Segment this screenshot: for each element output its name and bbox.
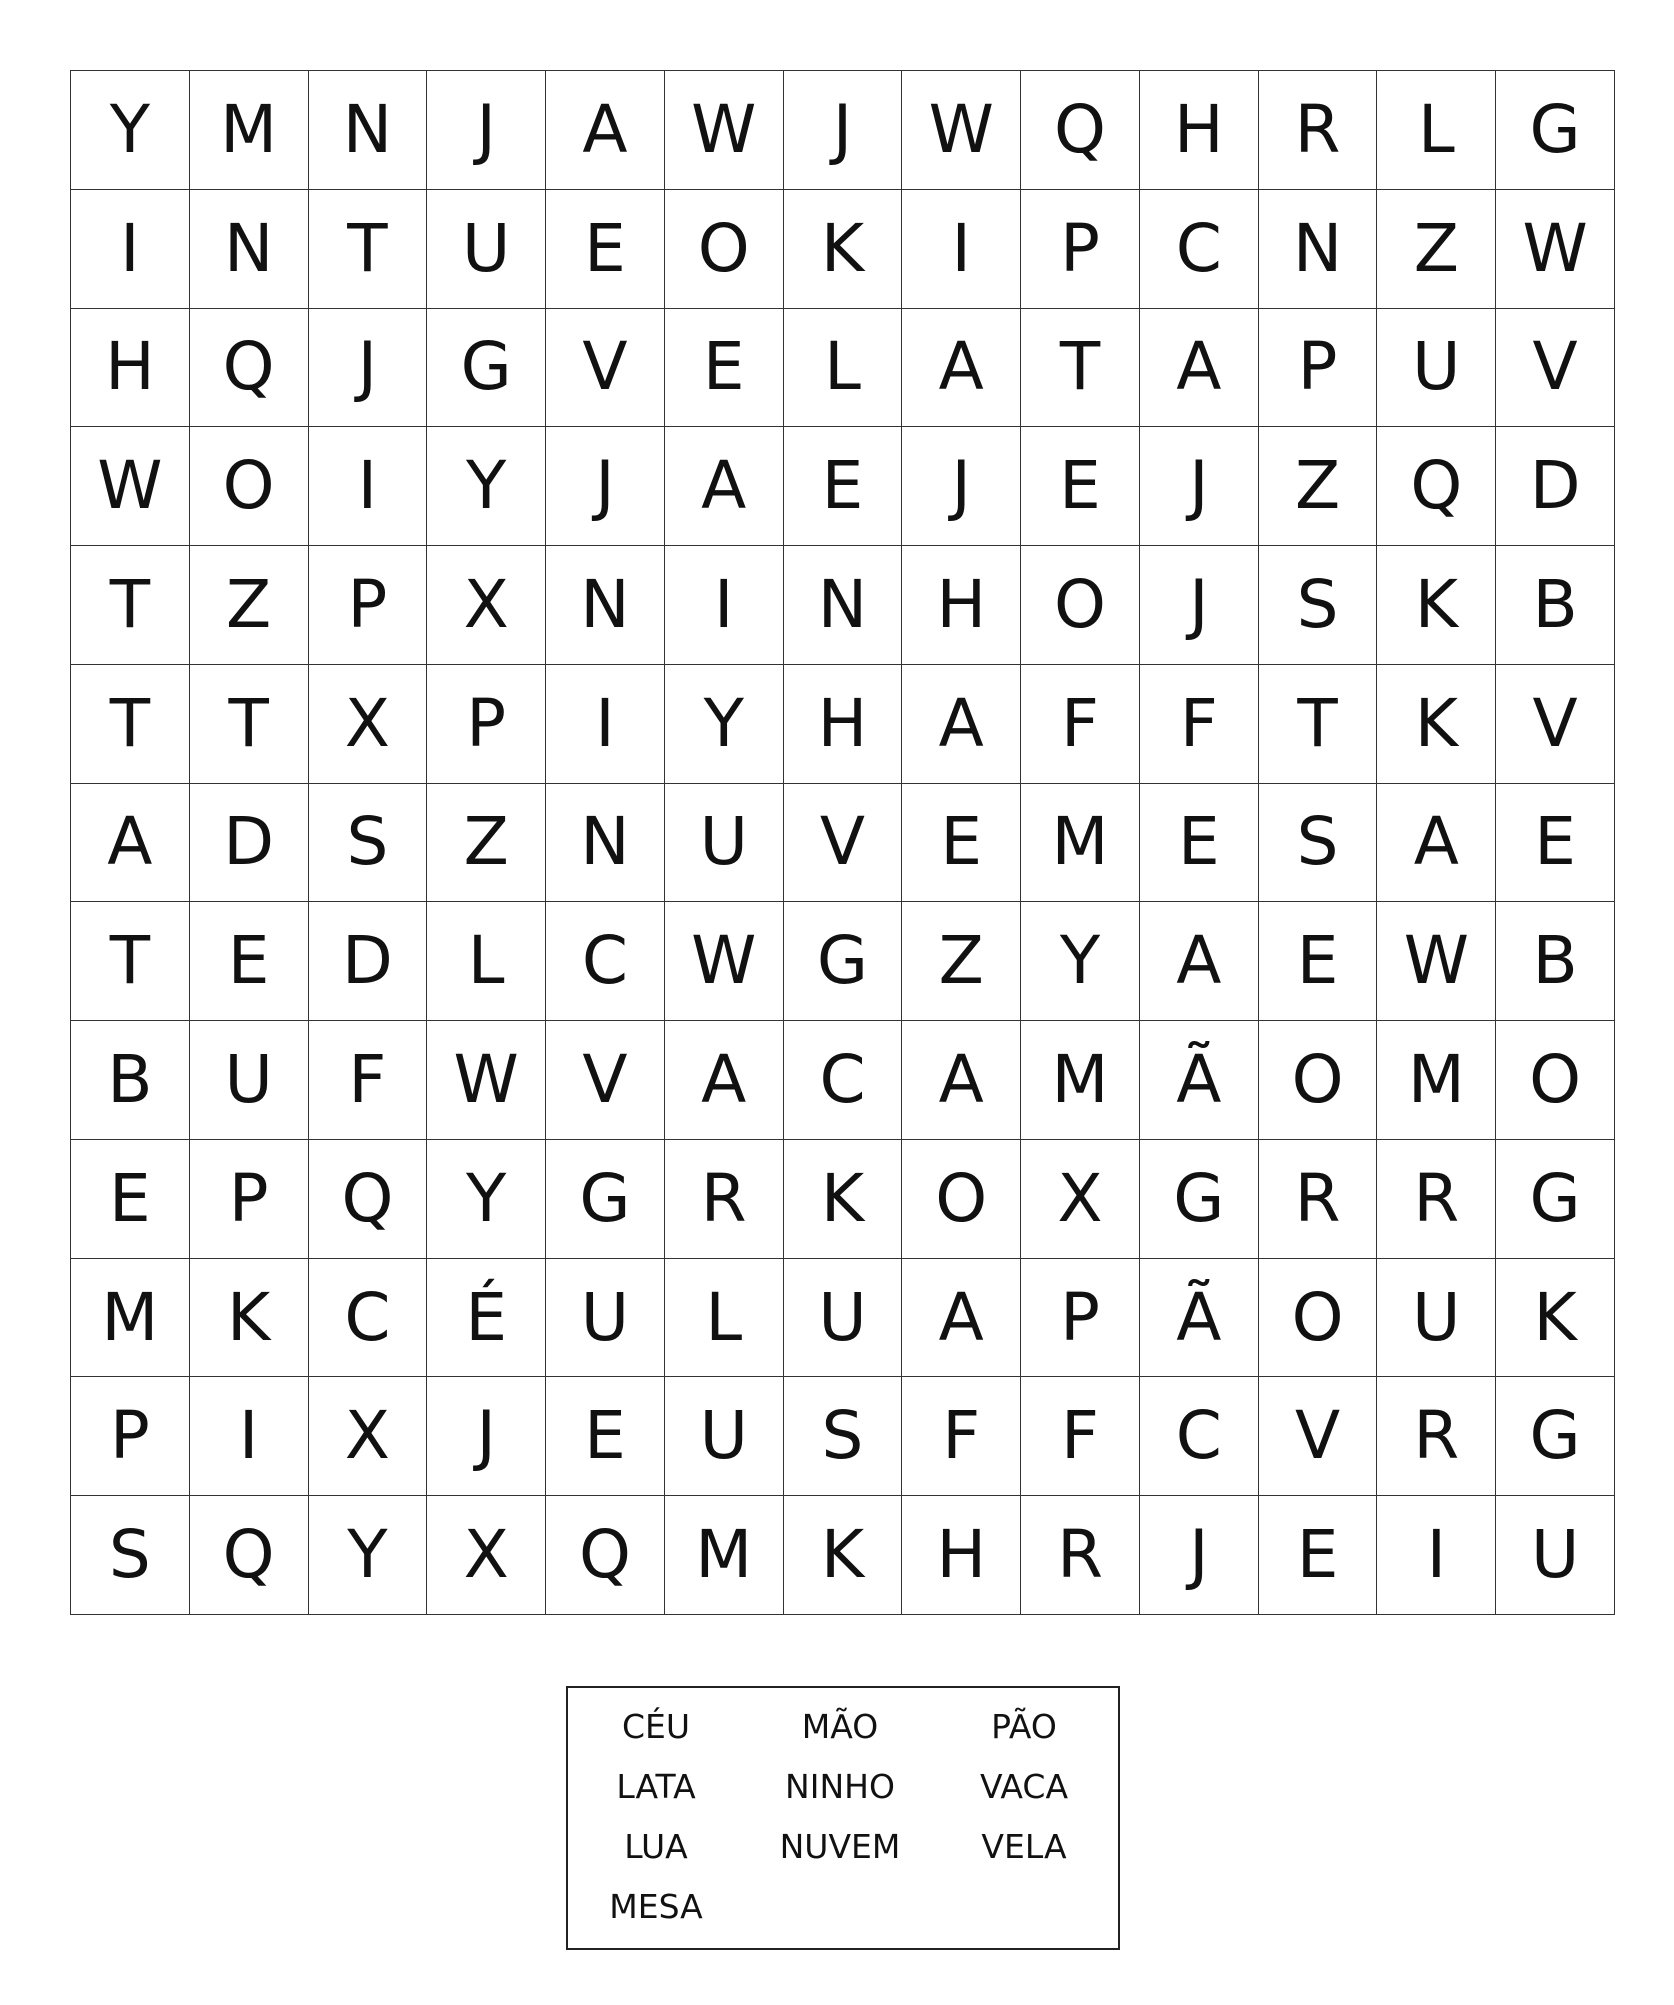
grid-cell[interactable]: M (71, 1259, 190, 1378)
grid-cell[interactable]: W (71, 427, 190, 546)
grid-cell[interactable]: R (1259, 1140, 1378, 1259)
grid-cell[interactable]: Y (427, 1140, 546, 1259)
grid-cell[interactable]: A (1140, 902, 1259, 1021)
grid-cell[interactable]: Q (1021, 71, 1140, 190)
grid-cell[interactable]: Y (1021, 902, 1140, 1021)
grid-cell[interactable]: X (427, 546, 546, 665)
grid-cell[interactable]: I (665, 546, 784, 665)
grid-cell[interactable]: D (1496, 427, 1615, 546)
grid-cell[interactable]: A (902, 1021, 1021, 1140)
grid-cell[interactable]: I (190, 1377, 309, 1496)
grid-cell[interactable]: L (1377, 71, 1496, 190)
grid-cell[interactable]: B (71, 1021, 190, 1140)
word-list-item: CÉU (621, 1707, 691, 1746)
grid-cell[interactable]: R (1377, 1140, 1496, 1259)
grid-cell[interactable]: H (1140, 71, 1259, 190)
grid-cell[interactable]: Ã (1140, 1259, 1259, 1378)
grid-cell[interactable]: N (546, 784, 665, 903)
grid-cell[interactable]: Z (427, 784, 546, 903)
grid-cell[interactable]: T (190, 665, 309, 784)
grid-cell[interactable]: A (665, 427, 784, 546)
grid-cell[interactable]: M (190, 71, 309, 190)
grid-cell[interactable]: E (902, 784, 1021, 903)
word-list-item: LATA (616, 1767, 696, 1806)
grid-cell[interactable]: I (1377, 1496, 1496, 1615)
grid-cell[interactable]: S (309, 784, 428, 903)
grid-cell[interactable]: O (1496, 1021, 1615, 1140)
grid-cell[interactable]: G (546, 1140, 665, 1259)
grid-cell[interactable]: M (1021, 784, 1140, 903)
grid-cell[interactable]: E (546, 1377, 665, 1496)
grid-cell[interactable]: P (190, 1140, 309, 1259)
word-list-item: PÃO (991, 1707, 1057, 1746)
grid-cell[interactable]: I (71, 190, 190, 309)
word-list-item: NINHO (785, 1767, 895, 1806)
grid-cell[interactable]: T (71, 902, 190, 1021)
grid-cell[interactable]: E (1259, 1496, 1378, 1615)
grid-cell[interactable]: R (1377, 1377, 1496, 1496)
grid-cell[interactable]: D (190, 784, 309, 903)
grid-cell[interactable]: V (784, 784, 903, 903)
word-list-item: VELA (981, 1827, 1067, 1866)
grid-cell[interactable]: X (309, 665, 428, 784)
grid-cell[interactable]: Q (546, 1496, 665, 1615)
grid-cell[interactable]: F (1021, 1377, 1140, 1496)
grid-cell[interactable]: H (902, 1496, 1021, 1615)
grid-cell[interactable]: V (1259, 1377, 1378, 1496)
grid-cell[interactable]: J (427, 71, 546, 190)
grid-cell[interactable]: E (546, 190, 665, 309)
grid-cell[interactable]: F (902, 1377, 1021, 1496)
grid-cell[interactable]: S (71, 1496, 190, 1615)
grid-cell[interactable]: M (1021, 1021, 1140, 1140)
grid-cell[interactable]: B (1496, 546, 1615, 665)
grid-cell[interactable]: R (1259, 71, 1378, 190)
grid-cell[interactable]: F (1021, 665, 1140, 784)
grid-cell[interactable]: R (665, 1140, 784, 1259)
grid-cell[interactable]: V (1496, 309, 1615, 428)
grid-cell[interactable]: Ã (1140, 1021, 1259, 1140)
grid-cell[interactable]: N (784, 546, 903, 665)
grid-cell[interactable]: O (902, 1140, 1021, 1259)
grid-cell[interactable]: W (665, 71, 784, 190)
grid-cell[interactable]: T (1021, 309, 1140, 428)
grid-cell[interactable]: K (1377, 546, 1496, 665)
grid-cell[interactable]: O (665, 190, 784, 309)
grid-cell[interactable]: É (427, 1259, 546, 1378)
grid-cell[interactable]: U (1377, 1259, 1496, 1378)
grid-cell[interactable]: T (71, 665, 190, 784)
grid-cell[interactable]: E (665, 309, 784, 428)
grid-cell[interactable]: V (546, 309, 665, 428)
grid-cell[interactable]: Y (309, 1496, 428, 1615)
grid-cell[interactable]: J (1140, 1496, 1259, 1615)
grid-cell[interactable]: D (309, 902, 428, 1021)
grid-cell[interactable]: N (190, 190, 309, 309)
grid-cell[interactable]: P (1259, 309, 1378, 428)
grid-cell[interactable]: S (1259, 546, 1378, 665)
grid-cell[interactable]: C (546, 902, 665, 1021)
grid-cell[interactable]: G (1140, 1140, 1259, 1259)
grid-cell[interactable]: Q (309, 1140, 428, 1259)
grid-cell[interactable]: C (1140, 190, 1259, 309)
grid-cell[interactable]: F (1140, 665, 1259, 784)
grid-cell[interactable]: V (1496, 665, 1615, 784)
grid-cell[interactable]: Y (71, 71, 190, 190)
grid-cell[interactable]: J (546, 427, 665, 546)
grid-cell[interactable]: O (1021, 546, 1140, 665)
grid-cell[interactable]: X (1021, 1140, 1140, 1259)
letter-grid (70, 70, 1615, 1615)
grid-cell[interactable]: O (1259, 1021, 1378, 1140)
grid-cell[interactable]: U (665, 784, 784, 903)
grid-cell[interactable]: K (1496, 1259, 1615, 1378)
grid-cell[interactable]: E (71, 1140, 190, 1259)
grid-cell[interactable]: I (309, 427, 428, 546)
grid-cell[interactable]: E (1140, 784, 1259, 903)
grid-cell[interactable]: Y (665, 665, 784, 784)
grid-cell[interactable]: G (427, 309, 546, 428)
grid-cell[interactable]: G (784, 902, 903, 1021)
grid-cell[interactable]: W (427, 1021, 546, 1140)
grid-cell[interactable]: U (546, 1259, 665, 1378)
grid-cell[interactable]: A (1140, 309, 1259, 428)
grid-cell[interactable]: Q (190, 309, 309, 428)
grid-cell[interactable]: J (427, 1377, 546, 1496)
grid-cell[interactable]: J (309, 309, 428, 428)
grid-cell[interactable]: O (1259, 1259, 1378, 1378)
grid-cell[interactable]: N (1259, 190, 1378, 309)
word-list-item: LUA (624, 1827, 688, 1866)
grid-cell[interactable]: U (1377, 309, 1496, 428)
grid-cell[interactable]: T (1259, 665, 1378, 784)
grid-cell[interactable]: G (1496, 71, 1615, 190)
grid-cell[interactable]: E (1496, 784, 1615, 903)
grid-cell[interactable]: Z (1259, 427, 1378, 546)
grid-cell[interactable]: T (71, 546, 190, 665)
grid-cell[interactable]: I (902, 190, 1021, 309)
grid-cell[interactable]: M (665, 1496, 784, 1615)
grid-cell[interactable]: U (190, 1021, 309, 1140)
grid-cell[interactable]: E (190, 902, 309, 1021)
grid-cell[interactable]: A (1377, 784, 1496, 903)
grid-cell[interactable]: R (1021, 1496, 1140, 1615)
grid-cell[interactable]: G (1496, 1377, 1615, 1496)
grid-cell[interactable]: Y (427, 427, 546, 546)
grid-cell[interactable]: L (427, 902, 546, 1021)
grid-cell[interactable]: Q (1377, 427, 1496, 546)
grid-cell[interactable]: S (784, 1377, 903, 1496)
grid-cell[interactable]: C (784, 1021, 903, 1140)
grid-cell[interactable]: X (427, 1496, 546, 1615)
grid-cell[interactable]: Z (902, 902, 1021, 1021)
grid-cell[interactable]: M (1377, 1021, 1496, 1140)
grid-cell[interactable]: A (902, 665, 1021, 784)
grid-cell[interactable]: J (784, 71, 903, 190)
grid-cell[interactable]: P (71, 1377, 190, 1496)
grid-cell[interactable]: H (902, 546, 1021, 665)
grid-cell[interactable]: P (1021, 190, 1140, 309)
grid-cell[interactable]: A (71, 784, 190, 903)
grid-cell[interactable]: W (1496, 190, 1615, 309)
grid-cell[interactable]: J (1140, 427, 1259, 546)
grid-cell[interactable]: H (784, 665, 903, 784)
grid-cell[interactable]: G (1496, 1140, 1615, 1259)
grid-cell[interactable]: P (309, 546, 428, 665)
grid-cell[interactable]: E (1259, 902, 1378, 1021)
grid-cell[interactable]: A (902, 1259, 1021, 1378)
word-list-item: NUVEM (779, 1827, 901, 1866)
grid-cell[interactable]: L (665, 1259, 784, 1378)
grid-cell[interactable]: U (427, 190, 546, 309)
grid-cell[interactable]: A (902, 309, 1021, 428)
grid-cell[interactable]: I (546, 665, 665, 784)
grid-cell[interactable]: W (665, 902, 784, 1021)
grid-cell[interactable]: N (309, 71, 428, 190)
grid-cell[interactable]: W (902, 71, 1021, 190)
word-list-item: MÃO (801, 1707, 879, 1746)
grid-cell[interactable]: K (784, 1496, 903, 1615)
grid-cell[interactable]: C (1140, 1377, 1259, 1496)
grid-cell[interactable]: E (1021, 427, 1140, 546)
grid-cell[interactable]: T (309, 190, 428, 309)
grid-cell[interactable]: Z (190, 546, 309, 665)
grid-cell[interactable]: E (784, 427, 903, 546)
grid-cell[interactable]: A (546, 71, 665, 190)
word-list-item: MESA (609, 1887, 703, 1926)
word-list-item: VACA (979, 1767, 1069, 1806)
grid-cell[interactable]: U (1496, 1496, 1615, 1615)
grid-cell[interactable]: O (190, 427, 309, 546)
grid-cell[interactable]: W (1377, 902, 1496, 1021)
grid-cell[interactable]: K (1377, 665, 1496, 784)
grid-cell[interactable]: P (1021, 1259, 1140, 1378)
grid-cell[interactable]: P (427, 665, 546, 784)
grid-cell[interactable]: Z (1377, 190, 1496, 309)
grid-cell[interactable]: U (784, 1259, 903, 1378)
grid-cell[interactable]: F (309, 1021, 428, 1140)
grid-cell[interactable]: H (71, 309, 190, 428)
grid-cell[interactable]: K (784, 190, 903, 309)
grid-cell[interactable]: B (1496, 902, 1615, 1021)
grid-cell[interactable]: A (665, 1021, 784, 1140)
grid-cell[interactable]: U (665, 1377, 784, 1496)
grid-cell[interactable]: S (1259, 784, 1378, 903)
grid-cell[interactable]: C (309, 1259, 428, 1378)
grid-cell[interactable]: K (784, 1140, 903, 1259)
grid-cell[interactable]: J (902, 427, 1021, 546)
grid-cell[interactable]: V (546, 1021, 665, 1140)
grid-cell[interactable]: Q (190, 1496, 309, 1615)
grid-cell[interactable]: N (546, 546, 665, 665)
grid-cell[interactable]: K (190, 1259, 309, 1378)
word-list (566, 1686, 1120, 1950)
grid-cell[interactable]: X (309, 1377, 428, 1496)
grid-cell[interactable]: J (1140, 546, 1259, 665)
grid-cell[interactable]: L (784, 309, 903, 428)
